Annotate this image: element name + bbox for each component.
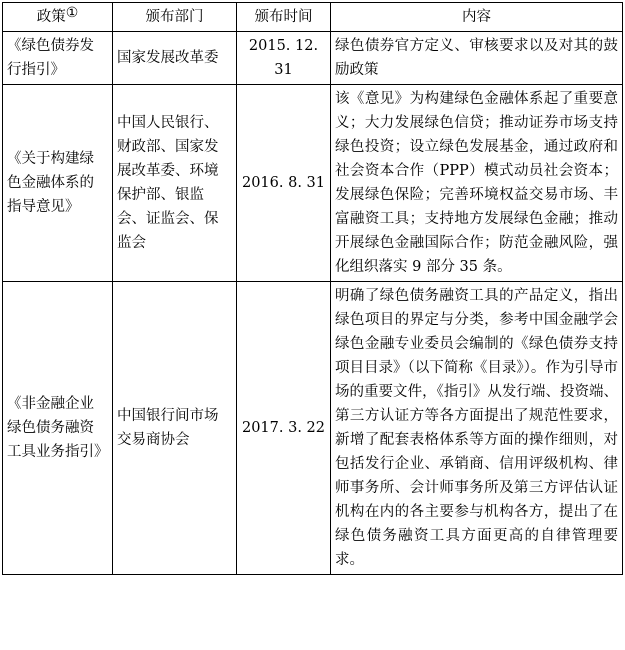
dept-cell: 中国银行间市场交易商协会 [113,282,237,575]
header-policy [3,3,113,32]
dept-cell: 中国人民银行、财政部、国家发展改革委、环境保护部、银监会、证监会、保监会 [113,85,237,282]
header-content: 内容 [331,3,623,32]
policy-cell: 《绿色债券发行指引》 [3,32,113,85]
policy-table [2,2,623,575]
header-dept: 颁布部门 [113,3,237,32]
date-cell: 2015. 12. 31 [237,32,331,85]
table-row [3,32,623,85]
date-cell: 2016. 8. 31 [237,85,331,282]
content-cell: 该《意见》为构建绿色金融体系起了重要意义；大力发展绿色信贷；推动证券市场支持绿色投资；设立绿色发展基金，通过政府和社会资本合作（PPP）模式动员社会资本；发展绿色保险；完善环境权益交易市场、丰富融资工具；支持地方发展绿色金融；推动开展绿色金融国际合作；防范金融风险，强化组织落实 9 部分 35 条。 [331,85,623,282]
dept-cell: 国家发展改革委 [113,32,237,85]
table-header-row [3,3,623,32]
policy-cell: 《关于构建绿色金融体系的指导意见》 [3,85,113,282]
content-cell: 明确了绿色债务融资工具的产品定义，指出绿色项目的界定与分类，参考中国金融学会绿色金融专业委员会编制的《绿色债券支持项目目录》（以下简称《目录》）。作为引导市场的重要文件，《指引》从发行端、投资端、第三方认证方等各方面提出了规范性要求，新增了配套表格体系等方面的操作细则，对包括发行企业、承销商、信用评级机构、律师事务所、会计师事务所及第三方评估认证机构在内的各主要参与机构各方，提出了在绿色债务融资工具方面更高的自律管理要求。 [331,282,623,575]
date-cell: 2017. 3. 22 [237,282,331,575]
footnote-marker: ① [65,5,79,21]
policy-cell: 《非金融企业绿色债务融资工具业务指引》 [3,282,113,575]
content-cell: 绿色债券官方定义、审核要求以及对其的鼓励政策 [331,32,623,85]
table-row [3,85,623,282]
table-row [3,282,623,575]
header-date: 颁布时间 [237,3,331,32]
header-policy-label: 政策 [36,9,66,25]
